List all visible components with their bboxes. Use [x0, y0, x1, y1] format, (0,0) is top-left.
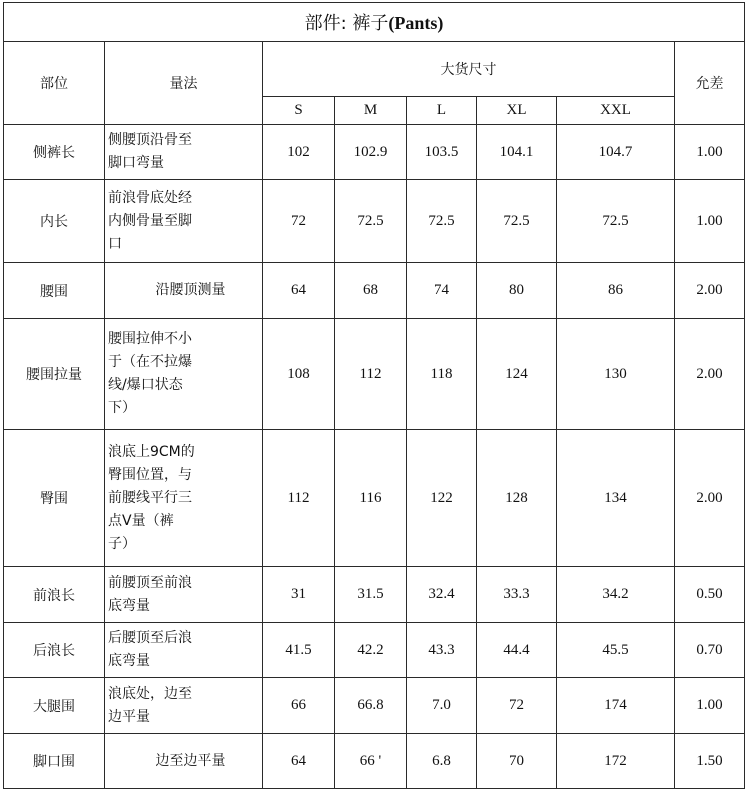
tolerance-cell: 2.00 [675, 263, 745, 319]
header-size-m: M [335, 97, 407, 125]
size-value-cell: 66 [263, 678, 335, 734]
method-cell: 侧腰顶沿骨至 脚口弯量 [105, 125, 263, 180]
method-cell: 边至边平量 [105, 734, 263, 789]
part-cell: 内长 [4, 180, 105, 263]
part-cell: 大腿围 [4, 678, 105, 734]
size-value-cell: 66 ' [335, 734, 407, 789]
size-value-cell: 64 [263, 734, 335, 789]
size-value-cell: 124 [477, 319, 557, 430]
table-row [4, 430, 745, 567]
size-value-cell: 108 [263, 319, 335, 430]
header-size-l: L [407, 97, 477, 125]
method-cell: 沿腰顶测量 [105, 263, 263, 319]
size-value-cell: 112 [263, 430, 335, 567]
tolerance-cell: 1.00 [675, 125, 745, 180]
tolerance-cell: 1.00 [675, 678, 745, 734]
table-row [4, 567, 745, 623]
size-value-cell: 34.2 [557, 567, 675, 623]
header-part: 部位 [4, 42, 105, 125]
table-title [4, 3, 745, 42]
size-value-cell: 31.5 [335, 567, 407, 623]
size-value-cell: 102 [263, 125, 335, 180]
part-cell: 腰围 [4, 263, 105, 319]
method-cell: 后腰顶至后浪 底弯量 [105, 623, 263, 678]
part-cell: 侧裤长 [4, 125, 105, 180]
table-row [4, 319, 745, 430]
table-row [4, 125, 745, 180]
size-value-cell: 72.5 [407, 180, 477, 263]
size-value-cell: 134 [557, 430, 675, 567]
size-value-cell: 64 [263, 263, 335, 319]
part-cell: 腰围拉量 [4, 319, 105, 430]
method-cell: 浪底处，边至 边平量 [105, 678, 263, 734]
size-value-cell: 44.4 [477, 623, 557, 678]
size-value-cell: 72.5 [557, 180, 675, 263]
size-value-cell: 32.4 [407, 567, 477, 623]
table-row [4, 623, 745, 678]
size-value-cell: 172 [557, 734, 675, 789]
table-row [4, 180, 745, 263]
size-value-cell: 86 [557, 263, 675, 319]
size-value-cell: 66.8 [335, 678, 407, 734]
size-value-cell: 72 [477, 678, 557, 734]
header-size-xxl: XXL [557, 97, 675, 125]
size-value-cell: 72.5 [335, 180, 407, 263]
size-value-cell: 174 [557, 678, 675, 734]
header-tolerance: 允差 [675, 42, 745, 125]
size-value-cell: 72.5 [477, 180, 557, 263]
size-value-cell: 102.9 [335, 125, 407, 180]
size-value-cell: 128 [477, 430, 557, 567]
part-cell: 臀围 [4, 430, 105, 567]
tolerance-cell: 0.50 [675, 567, 745, 623]
size-value-cell: 6.8 [407, 734, 477, 789]
size-value-cell: 104.7 [557, 125, 675, 180]
size-value-cell: 112 [335, 319, 407, 430]
size-value-cell: 33.3 [477, 567, 557, 623]
size-value-cell: 72 [263, 180, 335, 263]
table-row [4, 734, 745, 789]
header-size-s: S [263, 97, 335, 125]
size-value-cell: 103.5 [407, 125, 477, 180]
title-latin: (Pants) [388, 13, 444, 33]
size-value-cell: 41.5 [263, 623, 335, 678]
size-value-cell: 45.5 [557, 623, 675, 678]
tolerance-cell: 2.00 [675, 319, 745, 430]
size-value-cell: 104.1 [477, 125, 557, 180]
size-value-cell: 42.2 [335, 623, 407, 678]
size-value-cell: 80 [477, 263, 557, 319]
method-cell: 前腰顶至前浪 底弯量 [105, 567, 263, 623]
part-cell: 后浪长 [4, 623, 105, 678]
size-value-cell: 122 [407, 430, 477, 567]
method-cell: 腰围拉伸不小 于（在不拉爆 线/爆口状态 下） [105, 319, 263, 430]
size-value-cell: 70 [477, 734, 557, 789]
table-row [4, 678, 745, 734]
tolerance-cell: 0.70 [675, 623, 745, 678]
tolerance-cell: 1.00 [675, 180, 745, 263]
method-cell: 前浪骨底处经 内侧骨量至脚 口 [105, 180, 263, 263]
header-size-xl: XL [477, 97, 557, 125]
size-value-cell: 118 [407, 319, 477, 430]
header-sizes-group: 大货尺寸 [263, 42, 675, 97]
header-method: 量法 [105, 42, 263, 125]
title-row [4, 3, 745, 42]
size-value-cell: 43.3 [407, 623, 477, 678]
tolerance-cell: 2.00 [675, 430, 745, 567]
size-value-cell: 116 [335, 430, 407, 567]
size-value-cell: 7.0 [407, 678, 477, 734]
pants-size-table [3, 2, 745, 789]
title-prefix: 部件: 裤子 [304, 13, 389, 34]
part-cell: 前浪长 [4, 567, 105, 623]
header-row-1 [4, 42, 745, 97]
table-row [4, 263, 745, 319]
method-cell: 浪底上9CM的 臀围位置，与 前腰线平行三 点V量（裤 子） [105, 430, 263, 567]
size-value-cell: 130 [557, 319, 675, 430]
size-value-cell: 68 [335, 263, 407, 319]
part-cell: 脚口围 [4, 734, 105, 789]
size-value-cell: 74 [407, 263, 477, 319]
size-value-cell: 31 [263, 567, 335, 623]
tolerance-cell: 1.50 [675, 734, 745, 789]
